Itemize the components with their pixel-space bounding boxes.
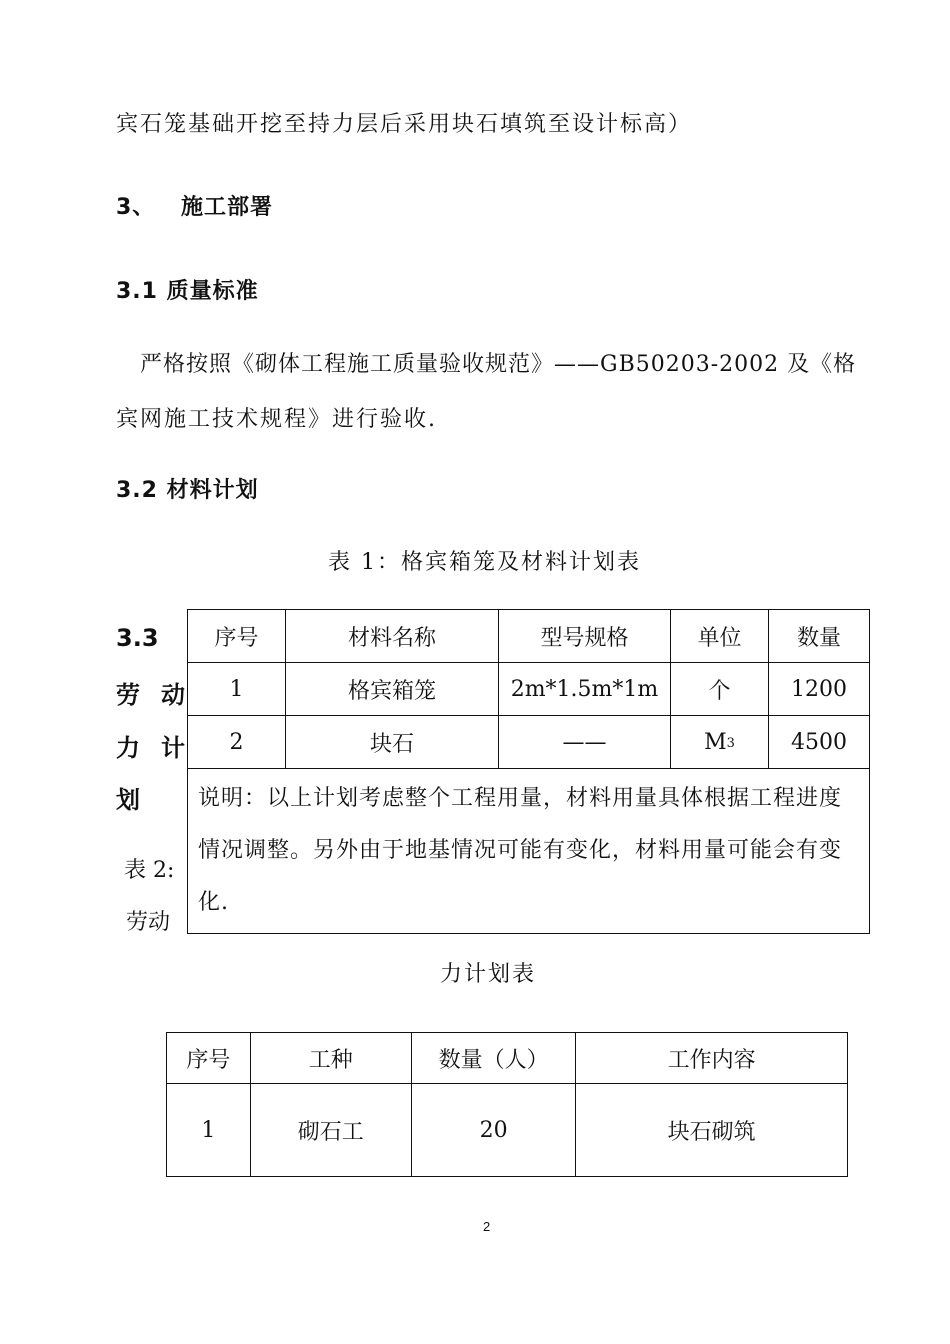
section-3-3-char: 动 <box>161 681 185 709</box>
header-cell: 单位 <box>671 610 769 663</box>
table-row <box>188 663 870 716</box>
table-row <box>167 1084 848 1177</box>
table-cell: 1 <box>188 663 286 716</box>
unit-text: M <box>704 729 727 755</box>
table-cell: 块石砌筑 <box>576 1084 848 1177</box>
table-2-caption-prefix: 表 2: <box>124 858 175 883</box>
section-3-3-char: 力 <box>116 734 140 762</box>
header-cell: 材料名称 <box>286 610 499 663</box>
header-cell: 工种 <box>250 1033 411 1084</box>
table-2-caption-prefix-2: 劳动 <box>126 910 171 935</box>
section-3-3-char: 劳 <box>116 681 140 709</box>
table-cell: 20 <box>411 1084 575 1177</box>
paragraph-line-2: 宾网施工技术规程》进行验收. <box>116 407 437 432</box>
labor-table <box>166 1032 848 1177</box>
header-cell: 序号 <box>167 1033 251 1084</box>
section-3-1-title: 3.1 质量标准 <box>116 279 259 304</box>
table-cell: 1 <box>167 1084 251 1177</box>
table-note-row <box>188 769 870 934</box>
header-cell: 数量 <box>769 610 870 663</box>
table-1-caption: 表 1：格宾箱笼及材料计划表 <box>328 550 641 575</box>
table-2-caption: 力计划表 <box>440 962 537 987</box>
materials-table <box>187 609 870 934</box>
section-3-3-number: 3.3 <box>116 624 159 652</box>
table-header-row <box>167 1033 848 1084</box>
unit-superscript: 3 <box>726 735 735 751</box>
table-cell-unit <box>671 716 769 769</box>
table-cell: 4500 <box>769 716 870 769</box>
paragraph-line-1: 严格按照《砌体工程施工质量验收规范》——GB50203-2002 及《格 <box>140 352 857 377</box>
header-cell: 序号 <box>188 610 286 663</box>
table-cell: 砌石工 <box>250 1084 411 1177</box>
table-header-row <box>188 610 870 663</box>
section-3-3-char: 计 <box>161 734 185 762</box>
table-cell: 1200 <box>769 663 870 716</box>
table-cell: 块石 <box>286 716 499 769</box>
table-row <box>188 716 870 769</box>
header-cell: 型号规格 <box>499 610 671 663</box>
body-text-line: 宾石笼基础开挖至持力层后采用块石填筑至设计标高） <box>116 112 693 137</box>
section-3-title: 施工部署 <box>181 195 274 220</box>
header-cell: 工作内容 <box>576 1033 848 1084</box>
table-cell: 2 <box>188 716 286 769</box>
header-cell: 数量（人） <box>411 1033 575 1084</box>
page-number: 2 <box>483 1219 491 1234</box>
table-note: 说明：以上计划考虑整个工程用量，材料用量具体根据工程进度情况调整。另外由于地基情况可能有变化，材料用量可能会有变化. <box>188 769 870 934</box>
section-3-3-char: 划 <box>116 786 140 814</box>
table-cell: 2m*1.5m*1m <box>499 663 671 716</box>
table-cell: 格宾箱笼 <box>286 663 499 716</box>
table-cell: 个 <box>671 663 769 716</box>
section-3-2-title: 3.2 材料计划 <box>116 478 259 503</box>
section-3-number: 3、 <box>116 195 156 220</box>
table-cell: —— <box>499 716 671 769</box>
